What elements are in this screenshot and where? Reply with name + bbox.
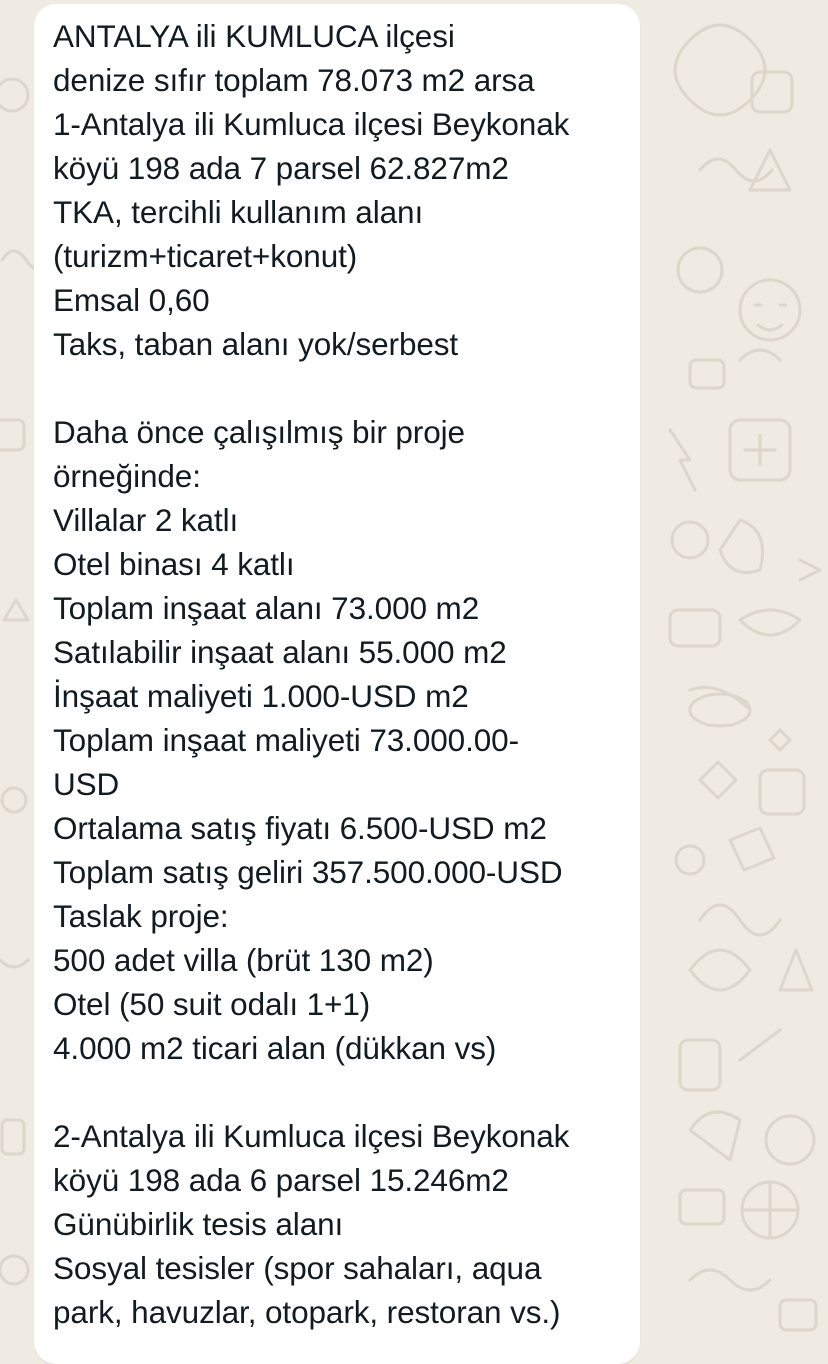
message-line: Taks, taban alanı yok/serbest [53,326,459,362]
message-line: Toplam inşaat maliyeti 73.000.00- [53,722,519,758]
message-line: Toplam inşaat alanı 73.000 m2 [53,590,480,626]
doodle-phone-icon [2,1120,24,1154]
doodle-gift-icon [730,828,774,870]
doodle-mountain-icon [750,150,790,190]
doodle-lightning-icon [670,430,695,490]
doodle-diamond-icon [700,762,736,798]
message-line: Otel (50 suit odalı 1+1) [53,986,371,1022]
doodle-smiley-face-icon [755,305,786,330]
doodle-circle-icon [0,79,28,111]
doodle-circle-icon [2,788,26,812]
message-line: Emsal 0,60 [53,282,210,318]
message-line: Günübirlik tesis alanı [53,1206,344,1242]
doodle-arrow-icon [800,560,820,580]
message-line: köyü 198 ada 7 parsel 62.827m2 [53,150,509,186]
doodle-ball-icon [690,694,750,726]
message-line: Toplam satış geliri 357.500.000-USD [53,854,563,890]
message-line: Daha önce çalışılmış bir proje [53,414,465,450]
doodle-lock-icon [690,360,724,388]
message-line: köyü 198 ada 6 parsel 15.246m2 [53,1162,509,1198]
message-line: İnşaat maliyeti 1.000-USD m2 [53,678,469,714]
doodle-line-icon [740,1030,780,1060]
message-line: Satılabilir inşaat alanı 55.000 m2 [53,634,507,670]
message-line: örneğinde: [53,458,201,494]
doodle-box-icon [670,610,720,646]
message-line: park, havuzlar, otopark, restoran vs.) [53,1294,561,1330]
doodle-triangle-icon [4,600,28,620]
doodle-pizza-icon [766,1116,814,1164]
doodle-taco-icon [740,610,800,635]
message-blank-line [53,1070,623,1114]
message-line: Ortalama satış fiyatı 6.500-USD m2 [53,810,547,846]
doodle-rocket-icon [690,1112,740,1160]
doodle-book-icon [680,1040,720,1090]
doodle-heart-icon [678,248,722,292]
doodle-box-icon [780,1300,816,1330]
message-line: Otel binası 4 katlı [53,546,295,582]
message-line: TKA, tercihli kullanım alanı [53,194,424,230]
doodle-tree-icon [780,950,812,990]
doodle-smile-icon [0,960,28,967]
message-line: 1-Antalya ili Kumluca ilçesi Beykonak [53,106,570,142]
message-line: denize sıfır toplam 78.073 m2 arsa [53,62,535,98]
message-line: ANTALYA ili KUMLUCA ilçesi [53,18,455,54]
message-text [53,14,623,1334]
message-line: USD [53,766,120,802]
doodle-circle-icon [672,522,708,558]
doodle-avocado-icon [690,950,750,990]
doodle-wave-icon [700,905,780,935]
doodle-circle-icon [676,846,704,874]
doodle-plus-icon [745,435,775,465]
message-line: 4.000 m2 ticari alan (dükkan vs) [53,1030,497,1066]
message-blank-line [53,366,623,410]
doodle-envelope-icon [680,1190,724,1224]
message-line: 2-Antalya ili Kumluca ilçesi Beykonak [53,1118,570,1154]
doodle-wave-icon [690,1270,770,1290]
doodle-star-icon [770,730,790,750]
message-line: Villalar 2 katlı [53,502,239,538]
doodle-circle-icon [0,1256,28,1284]
message-line: Sosyal tesisler (spor sahaları, aqua [53,1250,542,1286]
doodle-moon-icon [740,350,780,360]
doodle-square-icon [0,420,24,450]
doodle-paw-icon [720,520,763,573]
message-line: (turizm+ticaret+konut) [53,238,358,274]
message-line: 500 adet villa (brüt 130 m2) [53,942,434,978]
doodle-pot-icon [760,770,804,814]
message-line: Taslak proje: [53,898,229,934]
